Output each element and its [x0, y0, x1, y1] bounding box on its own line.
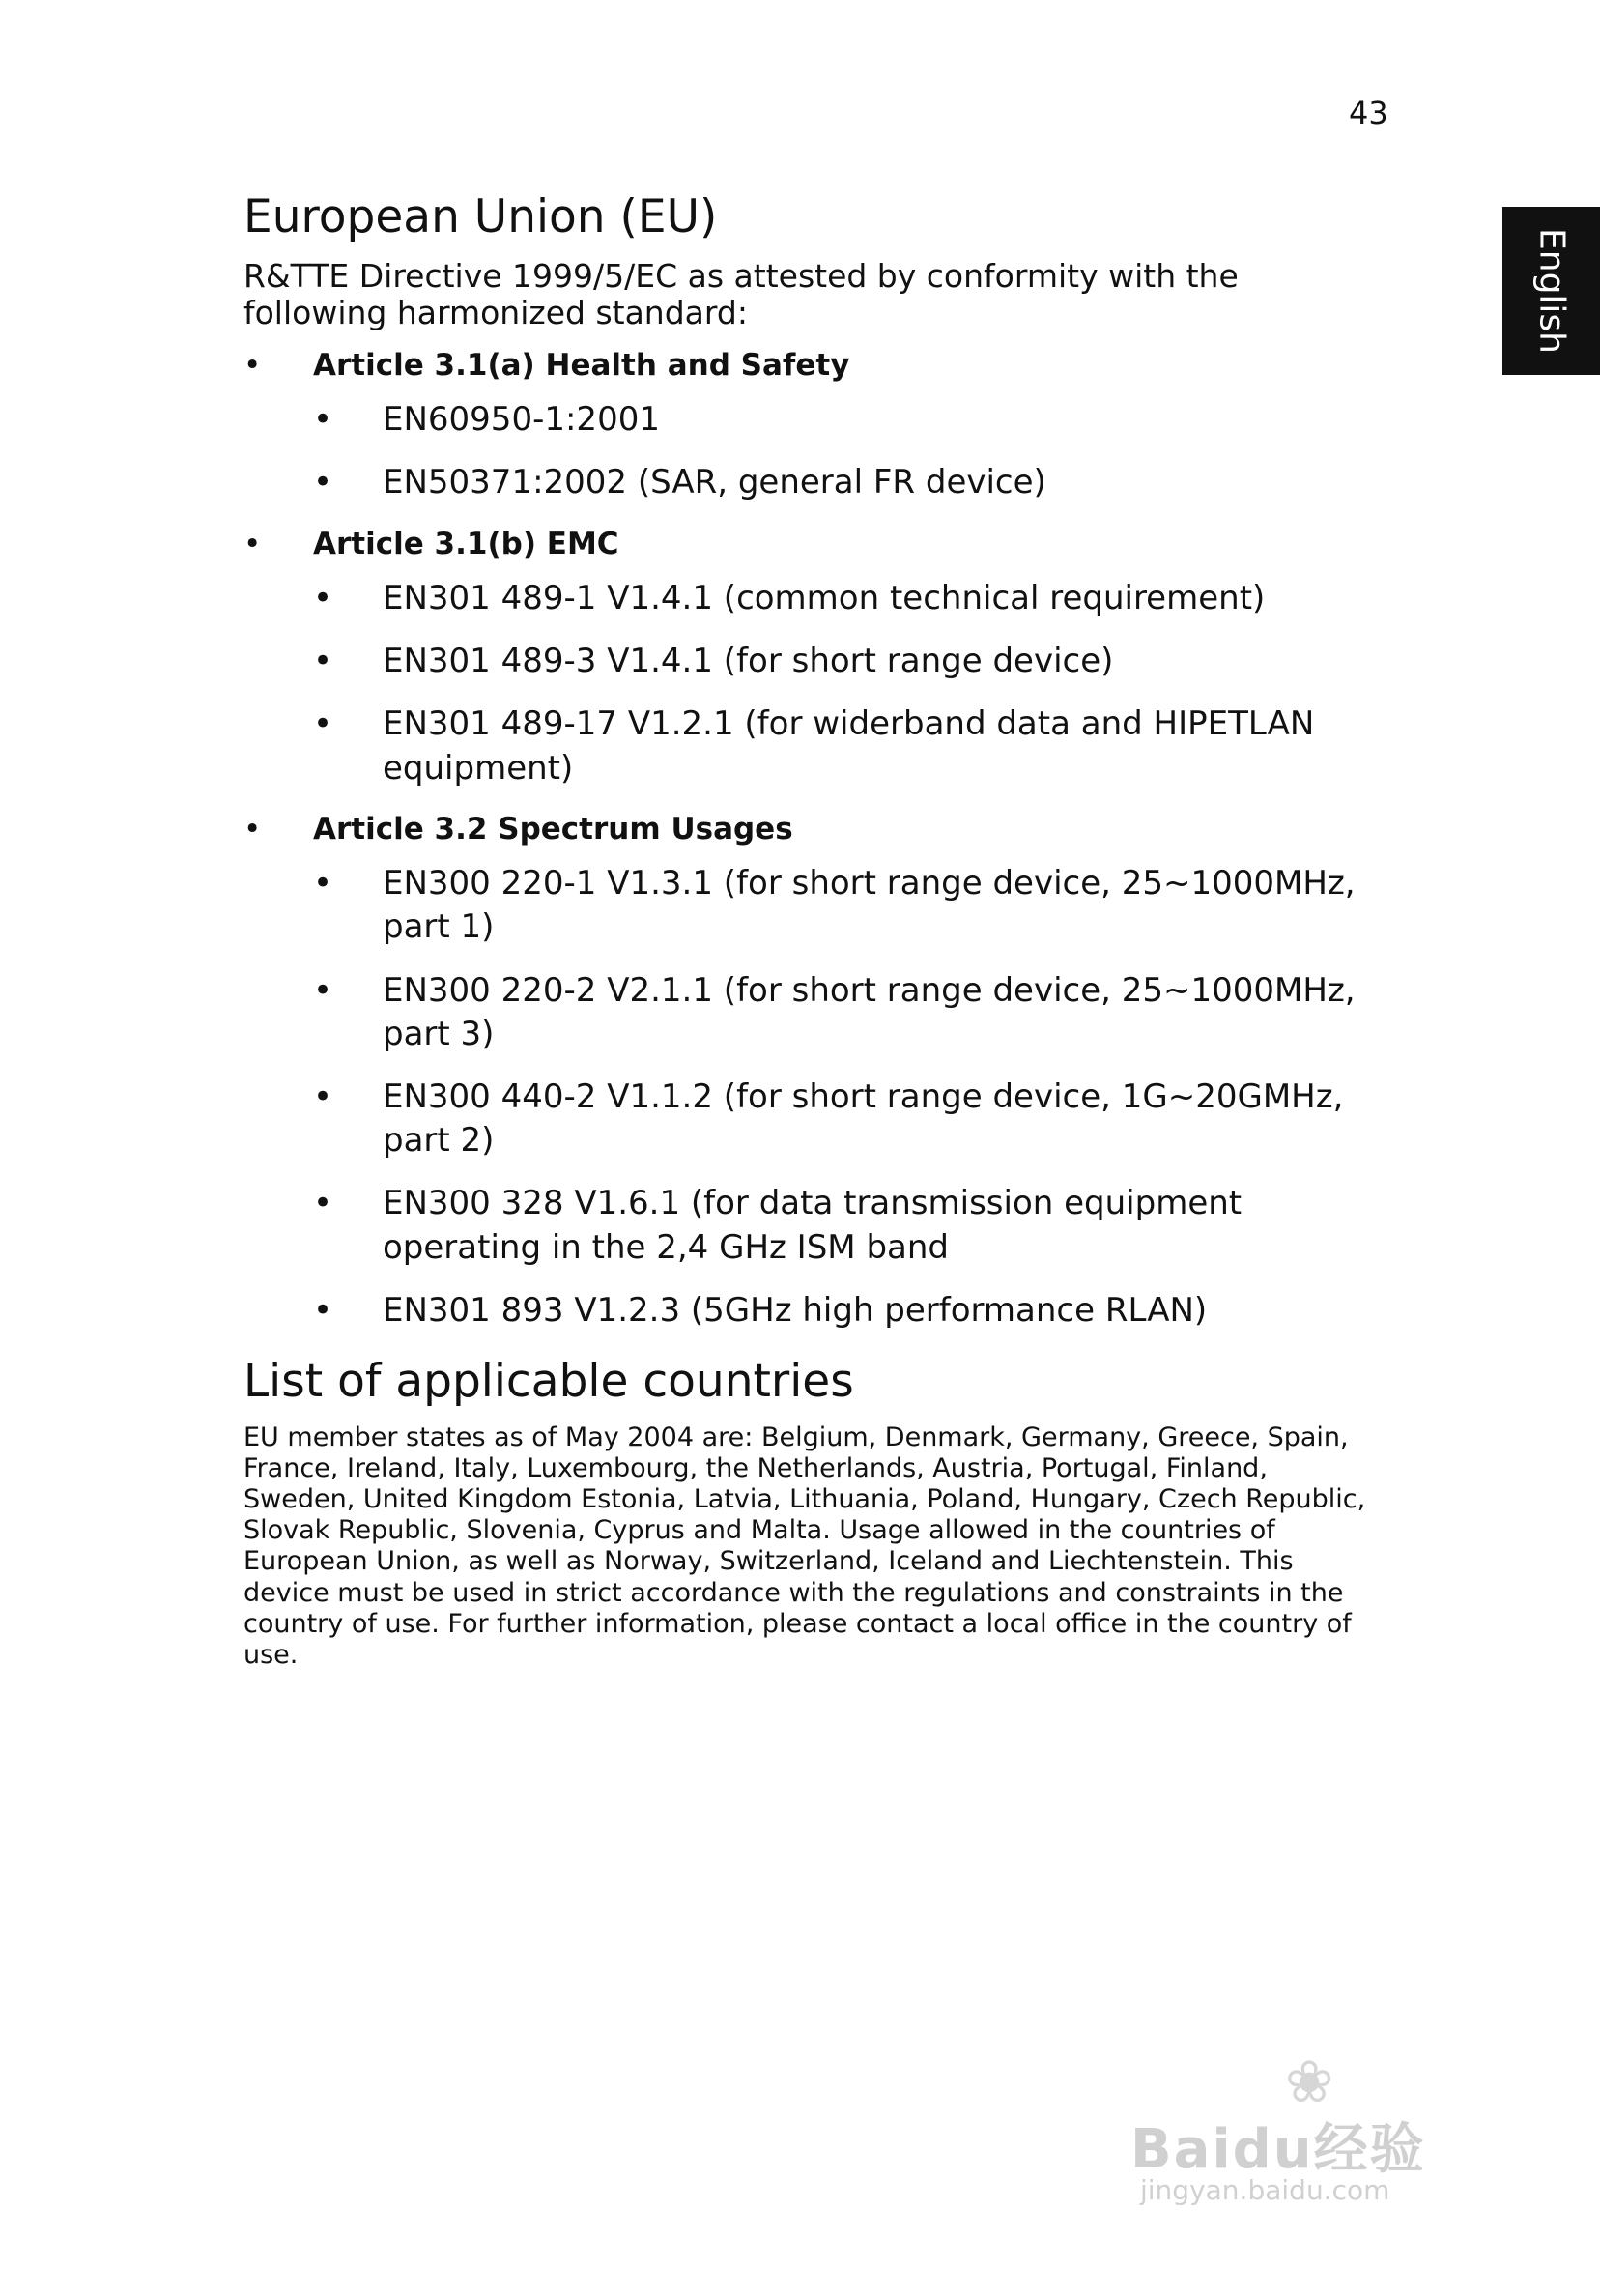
watermark-logo: Baidu经验 [1130, 2118, 1426, 2181]
bullet-icon: • [313, 864, 333, 904]
watermark-url: jingyan.baidu.com [1140, 2174, 1390, 2206]
standard-item [243, 969, 1384, 1056]
page-number: 43 [1349, 95, 1388, 131]
eu-intro: R&TTE Directive 1999/5/EC as attested by conformity with the following harmonized standard: [243, 256, 1239, 332]
page-content [243, 189, 1384, 1671]
standard-text: EN301 489-1 V1.4.1 (common technical requirement) [383, 579, 1266, 617]
standard-text: EN50371:2002 (SAR, general FR device) [383, 463, 1046, 502]
bullet-icon: • [313, 463, 333, 502]
standard-item [243, 1289, 1384, 1333]
standard-item [243, 703, 1384, 789]
article-heading [243, 346, 1384, 385]
article-heading [243, 525, 1384, 563]
standard-item [243, 461, 1384, 504]
standard-item [243, 1076, 1384, 1162]
bullet-icon: • [313, 1077, 333, 1117]
bullet-icon: • [313, 579, 333, 617]
article-title: Article 3.1(a) Health and Safety [313, 347, 850, 383]
bullet-icon: • [313, 642, 333, 681]
standard-item [243, 862, 1384, 949]
standard-text: EN60950-1:2001 [383, 400, 660, 440]
language-tab-label: English [1531, 228, 1571, 354]
article-list [243, 346, 1384, 1333]
baidu-watermark [1130, 2049, 1507, 2206]
standard-text: EN301 489-3 V1.4.1 (for short range device) [383, 642, 1114, 681]
standard-item [243, 398, 1384, 442]
countries-section-title: List of applicable countries [243, 1355, 854, 1409]
bullet-icon: • [313, 970, 333, 1010]
language-tab [1502, 207, 1600, 375]
countries-paragraph: EU member states as of May 2004 are: Belgium, Denmark, Germany, Greece, Spain, France, Ireland, Italy, Luxembourg, the Netherlands, Austria, Portugal, Finland, Sweden, United Kingdom Estonia, Latvia, Lithuania, Poland, Hungary, Czech Republic, Slovak Republic, Slovenia, Cyprus and Malta. Usage allowed in the countries of European Union, as well as Norway, Switzerland, Iceland and Liechtenstein. This device must be used in strict accordance with the regulations and constraints in the country of use. For further information, please contact a local office in the country of use. [243, 1421, 1366, 1670]
standard-item [243, 577, 1384, 620]
bullet-icon: • [243, 347, 262, 383]
article-heading [243, 810, 1384, 848]
bullet-icon: • [243, 526, 262, 561]
standard-text: EN300 440-2 V1.1.2 (for short range device, 1G~20GMHz, part 2) [383, 1077, 1344, 1161]
paw-icon: ❀ [1285, 2049, 1334, 2116]
standard-text: EN300 328 V1.6.1 (for data transmission equipment operating in the 2,4 GHz ISM band [383, 1184, 1243, 1267]
bullet-icon: • [243, 811, 262, 847]
bullet-icon: • [313, 1290, 333, 1330]
article-title: Article 3.2 Spectrum Usages [313, 811, 793, 847]
standard-item [243, 640, 1384, 683]
bullet-icon: • [313, 704, 333, 744]
standard-text: EN301 893 V1.2.3 (5GHz high performance RLAN) [383, 1290, 1208, 1330]
standard-text: EN300 220-2 V2.1.1 (for short range device, 25~1000MHz, part 3) [383, 970, 1356, 1053]
standard-item [243, 1182, 1384, 1269]
bullet-icon: • [313, 400, 333, 440]
standard-text: EN300 220-1 V1.3.1 (for short range device, 25~1000MHz, part 1) [383, 864, 1356, 947]
article-title: Article 3.1(b) EMC [313, 526, 619, 561]
eu-section-title: European Union (EU) [243, 190, 718, 244]
standard-text: EN301 489-17 V1.2.1 (for widerband data and HIPETLAN equipment) [383, 704, 1315, 788]
bullet-icon: • [313, 1184, 333, 1223]
